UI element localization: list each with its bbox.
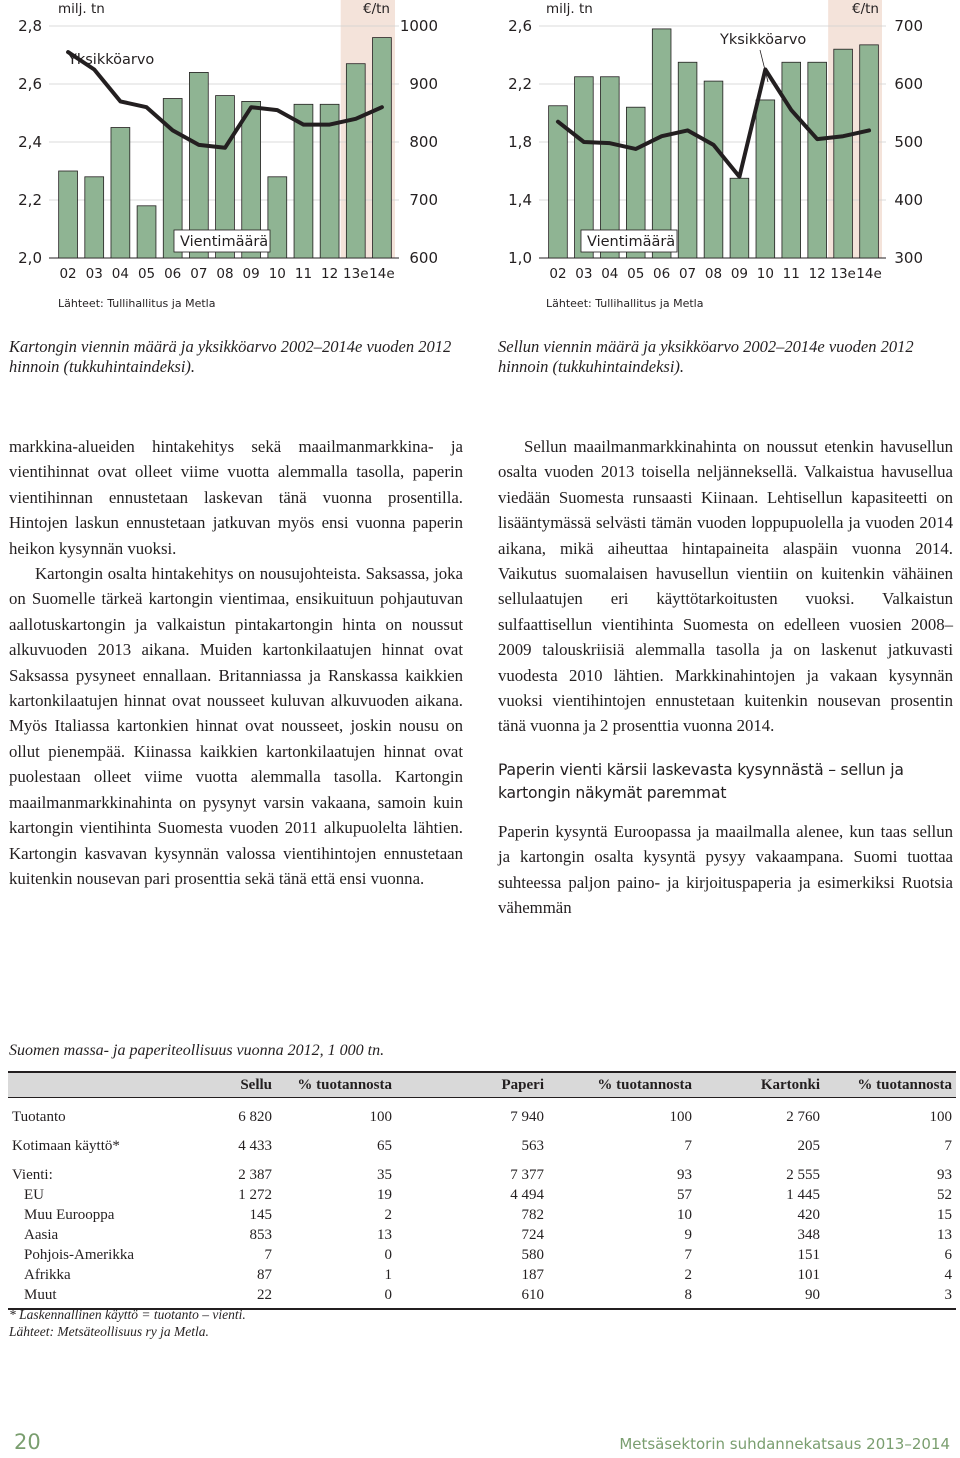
carton-chart-caption: Kartongin viennin määrä ja yksikköarvo 2002–2014e vuoden 2012 hinnoin (tukkuhintaindeksi). [9,337,452,376]
table-cell: 101 [797,1267,820,1283]
y-tick-label-left: 2,8 [18,17,42,35]
x-tick-label: 05 [627,266,645,282]
x-tick-label: 13e [830,266,856,282]
line-series-label: Yksikköarvo [68,52,155,68]
table-cell: Muut [8,1285,178,1309]
right-axis-unit: €/tn [852,1,879,17]
table-cell: 1 272 [238,1187,272,1203]
table-cell: 2 760 [786,1109,820,1125]
right-paragraph-1: Sellun maailmanmarkkinahinta on noussut etenkin havusellun osalta vuoden 2013 toisella neljänneksellä. Valkaistua havusellua viedään Suomesta runsaasti Kiinaan. Lehtisellun kapasiteetti on lisääntymässä selvästi tämän vuoden loppupuolella ja vuoden 2014 aikana, mikä aiheuttaa hintapaineita alaspäin vuonna 2014. Vaikutus suomalaisen havusellun vientiin on kuitenkin vähäinen sellulaatujen eri käyttötarkoitusten vuoksi. Valkaistun sulfaattisellun vientihinta Suomesta on edelleen vuosien 2008–2009 talouskriisiä alemmalla tasolla ja on laskenut jatkuvasti vuodesta 2010 lähtien. Markkinahintojen ja vakaan kysynnän vuoksi vientihintojen ennustetaan kuitenkin nousevan prosentin tänä vuonna ja 2 prosenttia vuonna 2014. [498,437,953,736]
carton-chart-svg [0,0,470,320]
y-tick-label-left: 2,2 [508,75,532,93]
table-cell: 610 [396,1285,548,1309]
table-cell: Vienti: [12,1167,53,1183]
left-column [9,434,463,891]
table-cell: 35 [377,1167,392,1183]
x-tick-label: 04 [111,266,129,282]
table-row [8,1265,956,1285]
table-cell: 580 [521,1247,544,1263]
bar [137,206,156,258]
table-cell: 348 [797,1227,820,1243]
table-cell: 2 [384,1207,392,1223]
table-cell: 100 [369,1109,392,1125]
table-header-cell: % tuotannosta [276,1072,396,1098]
table-cell: 52 [937,1187,952,1203]
table-header-cell: Sellu [178,1072,276,1098]
x-tick-label: 08 [216,266,234,282]
x-tick-label: 09 [242,266,260,282]
chart-source: Lähteet: Tullihallitus ja Metla [58,297,216,310]
table-cell: 7 [684,1138,692,1154]
table-header-cell: Paperi [396,1072,548,1098]
section-heading: Paperin vienti kärsii laskevasta kysynnästä – sellun ja kartongin näkymät paremmat [498,760,904,802]
x-tick-label: 08 [704,266,723,282]
bar [652,29,671,258]
x-tick-label: 14e [369,266,395,282]
table-cell: 187 [521,1267,544,1283]
table-cell: 93 [937,1167,952,1183]
table-cell: 7 940 [510,1109,544,1125]
table-cell: 65 [377,1138,392,1154]
bar [373,38,392,258]
table-cell: Kotimaan käyttö* [12,1138,120,1154]
table-row [8,1225,956,1245]
y-tick-label-right: 500 [894,133,923,151]
left-axis-unit: milj. tn [58,1,105,17]
table-cell: 13 [377,1227,392,1243]
table-cell: 0 [384,1247,392,1263]
table-row [8,1285,956,1309]
y-tick-label-left: 2,2 [18,191,42,209]
table-row [8,1245,956,1265]
y-tick-label-right: 600 [894,75,923,93]
left-paragraph-2: Kartongin osalta hintakehitys on nousujohteista. Saksassa, joka on Suomelle tärkeä kartongin vientimaa, ensikuituun pohjautuvan aallotuskartongin ja valkaistun pintakartongin hinta on noussut alkuvuoden 2013 aikana. Muiden kartonkilaatujen hinnat ovat Saksassa pysyneet ennallaan. Britanniassa ja Ranskassa kaikkien kartonkilaatujen hinnat ovat nousseet kuluvan alkuvuoden aikana. Myös Italiassa kartonkien hinnat ovat nousseet, joskin nousu on ollut pienempää. Kiinassa kaikkien kartonkilaatujen hinnat ovat puolestaan olleet viime vuotta alemmalla tasolla. Kartongin maailmanmarkkinahinta on pysynyt varsin vakaana, samoin kuin kartongin vientihinta Suomesta vuoden 2011 alkupuolelta lähtien. Kartongin kasvavan kysynnän valossa vientihintojen ennustetaan kuitenkin nousevan pari prosenttia sekä tänä että ensi vuonna. [9,564,463,888]
x-tick-label: 05 [137,266,156,282]
bar [808,62,827,258]
x-tick-label: 14e [856,266,882,282]
table-footnote: * Laskennallinen käyttö = tuotanto – vienti. [9,1307,246,1322]
table-cell: EU [24,1187,44,1203]
table-cell: 4 [944,1267,952,1283]
y-tick-label-right: 1000 [399,17,438,35]
table-cell: 19 [377,1187,392,1203]
running-title: Metsäsektorin suhdannekatsaus 2013–2014 [619,1435,950,1453]
x-tick-label: 07 [678,266,697,282]
bar [678,62,697,258]
table-cell: 6 [944,1247,952,1263]
table-cell: 22 [178,1285,276,1309]
table-cell: 2 555 [786,1167,820,1183]
x-tick-label: 04 [601,266,619,282]
table-cell: 563 [521,1138,544,1154]
y-tick-label-left: 1,0 [508,249,532,267]
right-column [498,434,953,921]
table-cell: 8 [548,1285,696,1309]
table-header-row [8,1072,956,1098]
page-number: 20 [14,1430,41,1454]
table-cell: 782 [521,1207,544,1223]
pulp-chart-caption: Sellun viennin määrä ja yksikköarvo 2002–2014e vuoden 2012 hinnoin (tukkuhintaindeksi). [498,337,914,376]
bar [704,81,723,258]
pulp-chart-svg [490,0,960,320]
table-cell: Pohjois-Amerikka [24,1247,134,1263]
x-tick-label: 13e [343,266,369,282]
table-cell: 6 820 [238,1109,272,1125]
table-cell: 15 [937,1207,952,1223]
table-cell: 1 445 [786,1187,820,1203]
table-cell: 0 [276,1285,396,1309]
carton-chart [0,0,470,320]
table-cell: 7 [944,1138,952,1154]
table-cell: 1 [384,1267,392,1283]
table-row [8,1205,956,1225]
table-cell: 2 [684,1267,692,1283]
table-cell: 4 433 [238,1138,272,1154]
pulp-chart [490,0,960,320]
bar [730,178,749,258]
bar [782,62,801,258]
bar-series-label: Vientimäärä [587,234,676,250]
y-tick-label-right: 800 [409,133,438,151]
table-cell: 93 [677,1167,692,1183]
y-tick-label-right: 900 [409,75,438,93]
table-cell: Aasia [24,1227,59,1243]
x-tick-label: 06 [653,266,671,282]
table-cell: 853 [249,1227,272,1243]
table-cell: 9 [684,1227,692,1243]
table-sources: Lähteet: Metsäteollisuus ry ja Metla. [9,1324,209,1339]
x-tick-label: 03 [85,266,103,282]
x-tick-label: 10 [756,266,774,282]
bar [294,104,313,258]
line-series-label: Yksikköarvo [720,32,807,48]
y-tick-label-left: 2,4 [18,133,42,151]
table-cell: 4 494 [510,1187,544,1203]
table-cell: 7 [264,1247,272,1263]
y-tick-label-left: 2,6 [18,75,42,93]
y-tick-label-right: 400 [894,191,923,209]
y-tick-label-right: 700 [894,17,923,35]
y-tick-label-left: 2,0 [18,249,42,267]
x-tick-label: 11 [782,266,800,282]
table-cell: 205 [797,1138,820,1154]
y-tick-label-left: 2,6 [508,17,532,35]
table-cell: 724 [521,1227,544,1243]
y-tick-label-right: 700 [409,191,438,209]
table-cell: 3 [824,1285,956,1309]
table-cell: 100 [929,1109,952,1125]
left-paragraph-1: markkina-alueiden hintakehitys sekä maailmanmarkkina- ja vientihinnat ovat olleet viime vuotta alemmalla tasolla, paperin vientihinnan ennustetaan laskevan tänä vuonna prosentilla. Hintojen laskun ennustetaan jatkuvan myös ensi vuonna paperin heikon kysynnän vuoksi. [9,437,463,558]
y-tick-label-left: 1,4 [508,191,532,209]
table-cell: 10 [677,1207,692,1223]
table-header-cell: % tuotannosta [824,1072,956,1098]
table-cell: 100 [669,1109,692,1125]
bar [111,128,130,259]
chart-source: Lähteet: Tullihallitus ja Metla [546,297,704,310]
table-row [8,1185,956,1205]
x-tick-label: 09 [730,266,749,282]
table-row [8,1098,956,1128]
table-header-cell: Kartonki [696,1072,824,1098]
x-tick-label: 12 [321,266,339,282]
table-header-cell: % tuotannosta [548,1072,696,1098]
table-cell: 151 [797,1247,820,1263]
left-axis-unit: milj. tn [546,1,593,17]
x-tick-label: 02 [59,266,77,282]
table-cell: 90 [696,1285,824,1309]
y-tick-label-right: 300 [894,249,923,267]
x-tick-label: 03 [575,266,593,282]
table-caption: Suomen massa- ja paperiteollisuus vuonna 2012, 1 000 tn. [9,1042,385,1059]
table-cell: Afrikka [24,1267,71,1283]
x-tick-label: 07 [190,266,208,282]
right-axis-unit: €/tn [363,1,390,17]
table-cell: 7 377 [510,1167,544,1183]
bar-series-label: Vientimäärä [180,234,269,250]
x-tick-label: 12 [808,266,826,282]
statistics-table [8,1071,956,1310]
table-header-cell [8,1072,178,1098]
bar [860,45,879,258]
bar [756,100,775,258]
x-tick-label: 02 [549,266,567,282]
table-cell: 420 [797,1207,820,1223]
bar [346,64,365,258]
table-cell: 145 [249,1207,272,1223]
x-tick-label: 11 [294,266,313,282]
table-cell: Tuotanto [12,1109,66,1125]
table-cell: 57 [677,1187,692,1203]
table-cell: 2 387 [238,1167,272,1183]
bar [85,177,104,258]
table-cell: Muu Eurooppa [24,1207,115,1223]
bar [320,104,339,258]
bar [834,49,853,258]
y-tick-label-left: 1,8 [508,133,532,151]
table-cell: 7 [684,1247,692,1263]
x-tick-label: 10 [268,266,286,282]
table-row [8,1127,956,1156]
y-tick-label-right: 600 [409,249,438,267]
bar [268,177,287,258]
bar [59,171,78,258]
table-cell: 13 [937,1227,952,1243]
x-tick-label: 06 [164,266,182,282]
table-row [8,1156,956,1185]
table-cell: 87 [257,1267,272,1283]
right-paragraph-2: Paperin kysyntä Euroopassa ja maailmalla alenee, kun taas sellun ja kartongin osalta kysyntä pysyy vakaampana. Suomi tuottaa suhteessa paljon paino- ja kirjoituspaperia ja esimerkiksi Ruotsia vähemmän [498,821,953,918]
